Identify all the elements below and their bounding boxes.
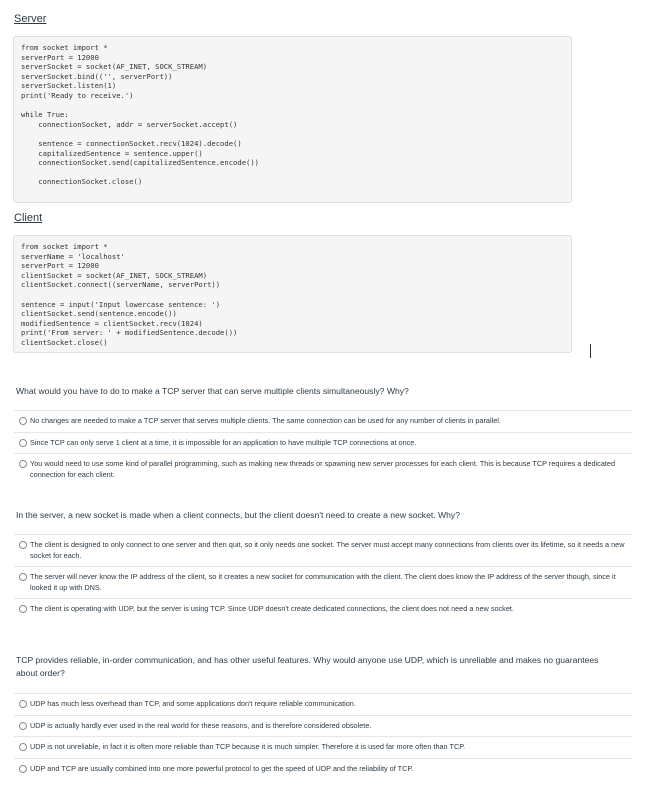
client-heading: Client — [14, 212, 43, 224]
answer-label: The client is operating with UDP, but the server is using TCP. Since UDP doesn't create dedicated connections, the client does not need a new socket. — [30, 604, 514, 613]
answer-label: No changes are needed to make a TCP server that serves multiple clients. The same connection can be used for any number of clients in parallel. — [30, 416, 501, 425]
radio-button-icon[interactable] — [19, 541, 27, 549]
question-2-text: In the server, a new socket is made when a client connects, but the client doesn't need to create a new socket. Why? — [16, 510, 460, 520]
question-3-answers — [14, 693, 632, 779]
text-cursor — [590, 344, 591, 358]
radio-button-icon[interactable] — [19, 439, 27, 447]
radio-button-icon[interactable] — [19, 743, 27, 751]
answer-label: The server will never know the IP address of the client, so it creates a new socket for communication with the client. The client does know the IP address of the server though, since it looked it up with DNS. — [30, 572, 616, 592]
radio-button-icon[interactable] — [19, 605, 27, 613]
answer-option[interactable] — [14, 534, 632, 566]
answer-option[interactable] — [14, 715, 632, 737]
question-3-text: TCP provides reliable, in-order communication, and has other useful features. Why would anyone use UDP, which is unreliable and makes no guarantees about order? — [16, 655, 599, 678]
radio-button-icon[interactable] — [19, 765, 27, 773]
answer-option[interactable] — [14, 693, 632, 715]
answer-option[interactable] — [14, 736, 632, 758]
radio-button-icon[interactable] — [19, 417, 27, 425]
answer-option[interactable] — [14, 410, 632, 432]
answer-option[interactable] — [14, 432, 632, 454]
answer-label: You would need to use some kind of parallel programming, such as making new threads or spawning new server processes for each client. This is because TCP requires a dedicated connection for each client. — [30, 459, 616, 479]
answer-label: Since TCP can only serve 1 client at a time, it is impossible for an application to have multiple TCP connections at once. — [30, 437, 417, 447]
answer-option[interactable] — [14, 453, 632, 485]
answer-label: UDP is actually hardly ever used in the real world for these reasons, and is therefore considered obsolete. — [30, 720, 372, 730]
answer-label: UDP has much less overhead than TCP, and some applications don't require reliable communication. — [30, 699, 356, 708]
client-code-block: from socket import * serverName = 'localhost' serverPort = 12000 clientSocket = socket(AF_INET, SOCK_STREAM) clientSocket.connect((serverName, serverPort)) sentence = input('Input lowercase sentence: ') clientSocket.send(sentence.encode()) modifiedSentence = clientSocket.recv(1024) print('From server: ' + modifiedSentence.decode()) clientSocket.close() — [13, 235, 572, 353]
answer-label: UDP and TCP are usually combined into one more powerful protocol to get the speed of UDP and the reliability of TCP. — [30, 763, 414, 773]
radio-button-icon[interactable] — [19, 460, 27, 468]
answer-option[interactable] — [14, 566, 632, 598]
server-code-block: from socket import * serverPort = 12000 serverSocket = socket(AF_INET, SOCK_STREAM) serverSocket.bind(('', serverPort)) serverSocket.listen(1) print('Ready to receive.') while True: connectionSocket, addr = serverSocket.accept() sentence = connectionSocket.recv(1024).decode() capitalizedSentence = sentence.upper() connectionSocket.send(capitalizedSentence.encode()) connectionSocket.close() — [13, 36, 572, 203]
question-1-answers — [14, 410, 632, 485]
radio-button-icon[interactable] — [19, 700, 27, 708]
answer-option[interactable] — [14, 598, 632, 620]
answer-label: The client is designed to only connect to one server and then quit, so it only needs one socket. The server must accept many connections from clients over its lifetime, so it needs a new socket for each. — [30, 540, 625, 560]
server-heading: Server — [14, 13, 47, 25]
answer-label: UDP is not unreliable, in fact it is often more reliable than TCP because it is much simpler. Therefore it is used far more often than TCP. — [30, 742, 466, 751]
question-2-answers — [14, 534, 632, 620]
question-1-text: What would you have to do to make a TCP server that can serve multiple clients simultaneously? Why? — [16, 386, 409, 396]
answer-option[interactable] — [14, 758, 632, 780]
radio-button-icon[interactable] — [19, 722, 27, 730]
radio-button-icon[interactable] — [19, 573, 27, 581]
